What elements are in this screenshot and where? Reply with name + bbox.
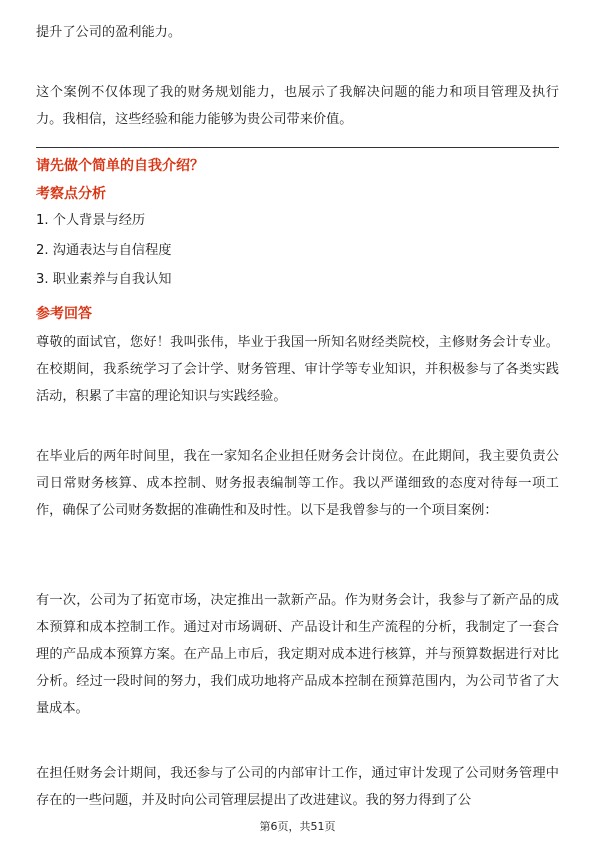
answer-paragraph-1: 尊敬的面试官，您好！我叫张伟，毕业于我国一所知名财经类院校，主修财务会计专业。在校期间，我系统学习了会计学、财务管理、审计学等专业知识，并积极参与了各类实践活动，积累了丰富的理论知识与实践经验。: [36, 335, 559, 404]
answer-paragraph-4: 在担任财务会计期间，我还参与了公司的内部审计工作，通过审计发现了公司财务管理中存在的一些问题，并及时向公司管理层提出了改进建议。我的努力得到了公: [36, 766, 559, 808]
answer-heading: 参考回答: [36, 306, 92, 322]
question-title: 请先做个简单的自我介绍？: [36, 158, 204, 174]
analysis-item-3: 3. 职业素养与自我认知: [36, 272, 172, 287]
section-divider: [36, 147, 559, 148]
page-footer: 第6页，共51页: [259, 820, 336, 833]
analysis-item-1: 1. 个人背景与经历: [36, 213, 146, 228]
answer-paragraph-3: 有一次，公司为了拓宽市场，决定推出一款新产品。作为财务会计，我参与了新产品的成本预算和成本控制工作。通过对市场调研、产品设计和生产流程的分析，我制定了一套合理的产品成本预算方案。在产品上市后，我定期对成本进行核算，并与预算数据进行对比分析。经过一段时间的努力，我们成功地将产品成本控制在预算范围内，为公司节省了大量成本。: [36, 593, 559, 716]
closing-paragraph: 这个案例不仅体现了我的财务规划能力，也展示了我解决问题的能力和项目管理及执行力。我相信，这些经验和能力能够为贵公司带来价值。: [36, 85, 559, 127]
intro-tail-text: 提升了公司的盈利能力。: [36, 25, 182, 40]
analysis-item-2: 2. 沟通表达与自信程度: [36, 243, 172, 258]
analysis-heading: 考察点分析: [36, 186, 106, 202]
answer-paragraph-2: 在毕业后的两年时间里，我在一家知名企业担任财务会计岗位。在此期间，我主要负责公司日常财务核算、成本控制、财务报表编制等工作。我以严谨细致的态度对待每一项工作，确保了公司财务数据的准确性和及时性。以下是我曾参与的一个项目案例：: [36, 449, 559, 518]
